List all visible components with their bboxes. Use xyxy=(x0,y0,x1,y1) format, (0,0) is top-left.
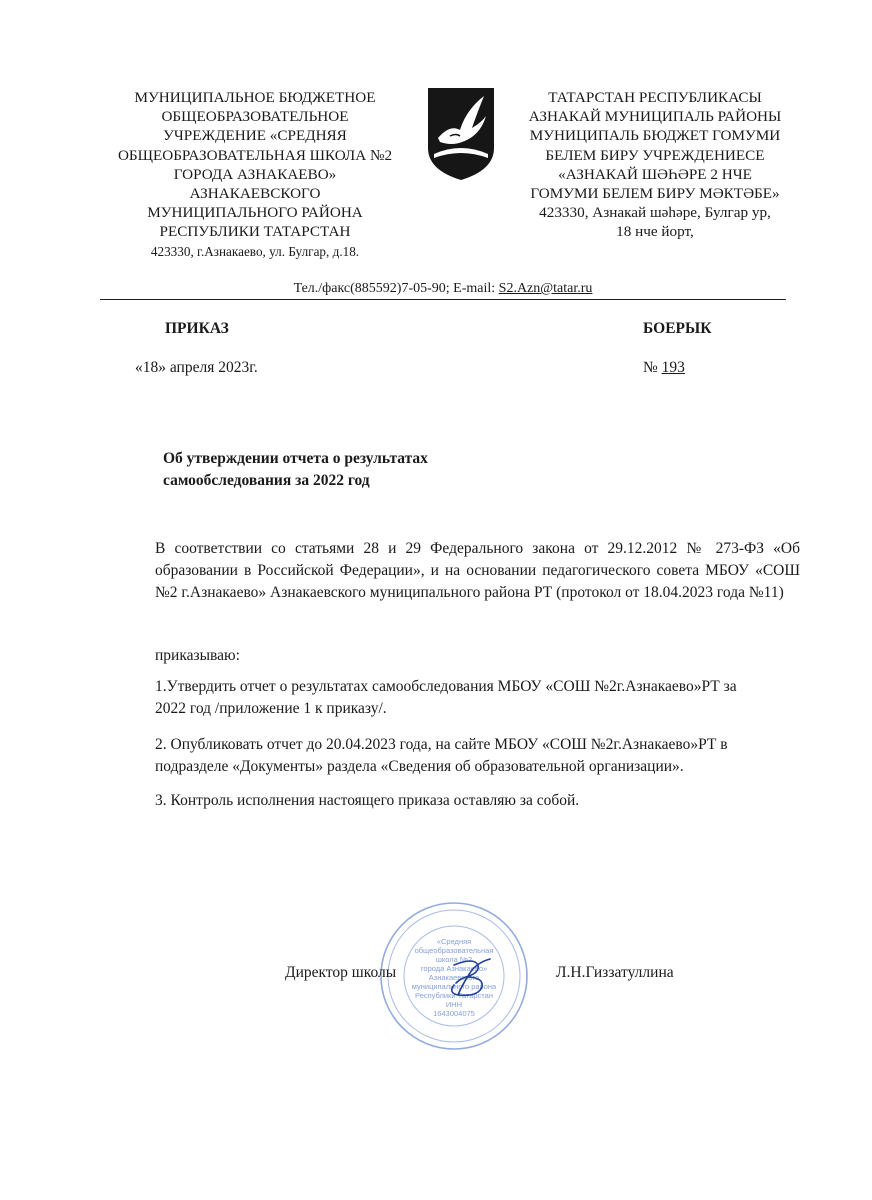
stamp-line: ИНН xyxy=(445,1000,463,1009)
body-item-line: 2. Опубликовать отчет до 20.04.2023 года, на сайте МБОУ «СОШ №2г.Азнакаево»РТ в xyxy=(155,736,728,753)
email-link[interactable]: S2.Azn@tatar.ru xyxy=(498,281,593,296)
header-right-line: ГОМУМИ БЕЛЕМ БИРУ МӘКТӘБЕ» xyxy=(530,185,780,203)
stamp-line: муниципального района xyxy=(411,982,497,991)
header-left-address: 423330, г.Азнакаево, ул. Булгар, д.18. xyxy=(150,243,360,259)
stamp-line: школа №2 xyxy=(435,955,473,964)
body-item-3: 3. Контроль исполнения настоящего приказа оставляю за собой. xyxy=(155,792,580,809)
header-right-line: АЗНАКАЙ МУНИЦИПАЛЬ РАЙОНЫ xyxy=(528,108,782,126)
order-number xyxy=(643,359,685,377)
order-subject xyxy=(163,448,523,492)
header-left-line: МУНИЦИПАЛЬНОЕ БЮДЖЕТНОЕ xyxy=(134,89,376,106)
header-left-line: ОБЩЕОБРАЗОВАТЕЛЬНАЯ ШКОЛА №2 xyxy=(117,146,393,164)
stamp-line: общеобразовательная xyxy=(414,946,494,955)
header-left-line: ОБЩЕОБРАЗОВАТЕЛЬНОЕ xyxy=(161,108,349,126)
header-right-line: 18 нче йорт, xyxy=(616,223,694,241)
stamp-line: «Средняя xyxy=(436,937,472,946)
subject-line: Об утверждении отчета о результатах xyxy=(163,450,428,467)
header-right-line: БЕЛЕМ БИРУ УЧРЕЖДЕНИЕСЕ xyxy=(545,146,765,164)
contacts-line xyxy=(100,280,786,298)
bird-emblem-icon xyxy=(426,86,496,182)
stamp-line: города Азнакаево» xyxy=(420,964,488,973)
body-item-line: 2022 год /приложение 1 к приказу/. xyxy=(155,700,387,717)
subject-line: самообследования за 2022 год xyxy=(163,472,370,489)
body-item-line: подразделе «Документы» раздела «Сведения об образовательной организации». xyxy=(155,758,684,775)
header-right-line: ТАТАРСТАН РЕСПУБЛИКАСЫ xyxy=(548,89,762,106)
order-title-tt: БОЕРЫК xyxy=(643,320,712,337)
header-left-line: РЕСПУБЛИКИ ТАТАРСТАН xyxy=(159,223,351,241)
order-number-prefix: № xyxy=(643,359,662,376)
stamp-line: 1643004075 xyxy=(433,1009,475,1018)
order-title-ru: ПРИКАЗ xyxy=(165,320,229,337)
header-right-block xyxy=(512,88,798,242)
header-left-block xyxy=(98,88,412,261)
order-date: «18» апреля 2023г. xyxy=(135,359,258,376)
signature-name: Л.Н.Гиззатуллина xyxy=(556,964,674,981)
stamp-line: Азнакаевского xyxy=(428,973,480,982)
signature-role: Директор школы xyxy=(285,964,397,981)
body-paragraph-order: приказываю: xyxy=(155,647,240,664)
header-right-line: 423330, Азнакай шәһәре, Булгар ур, xyxy=(539,204,771,222)
header-left-line: АЗНАКАЕВСКОГО xyxy=(189,185,321,203)
header-divider xyxy=(100,299,786,300)
body-item-line: 1.Утвердить отчет о результатах самообследования МБОУ «СОШ №2г.Азнакаево»РТ за xyxy=(155,678,737,695)
header-left-line: УЧРЕЖДЕНИЕ «СРЕДНЯЯ xyxy=(163,127,347,145)
header-right-line: «АЗНАКАЙ ШӘҺӘРЕ 2 НЧЕ xyxy=(558,165,752,183)
contacts-prefix: Тел./факс(885592)7-05-90; E-mail: xyxy=(293,281,499,296)
header-left-line: МУНИЦИПАЛЬНОГО РАЙОНА xyxy=(147,204,363,222)
stamp-line: Республики Татарстан xyxy=(415,991,493,1000)
body-paragraph-basis: В соответствии со статьями 28 и 29 Федерального закона от 29.12.2012 № 273-ФЗ «Об образовании в Российской Федерации», и на основании педагогического совета МБОУ «СОШ №2 г.Азнакаево» Азнакаевского муниципального района РТ (протокол от 18.04.2023 года №11) xyxy=(155,540,800,601)
header-left-line: ГОРОДА АЗНАКАЕВО» xyxy=(173,165,337,183)
handwritten-signature xyxy=(440,955,500,1000)
body-item-2 xyxy=(155,734,800,778)
header-right-line: МУНИЦИПАЛЬ БЮДЖЕТ ГОМУМИ xyxy=(529,127,781,145)
body-item-1 xyxy=(155,676,800,720)
order-number-value: 193 xyxy=(661,359,685,376)
